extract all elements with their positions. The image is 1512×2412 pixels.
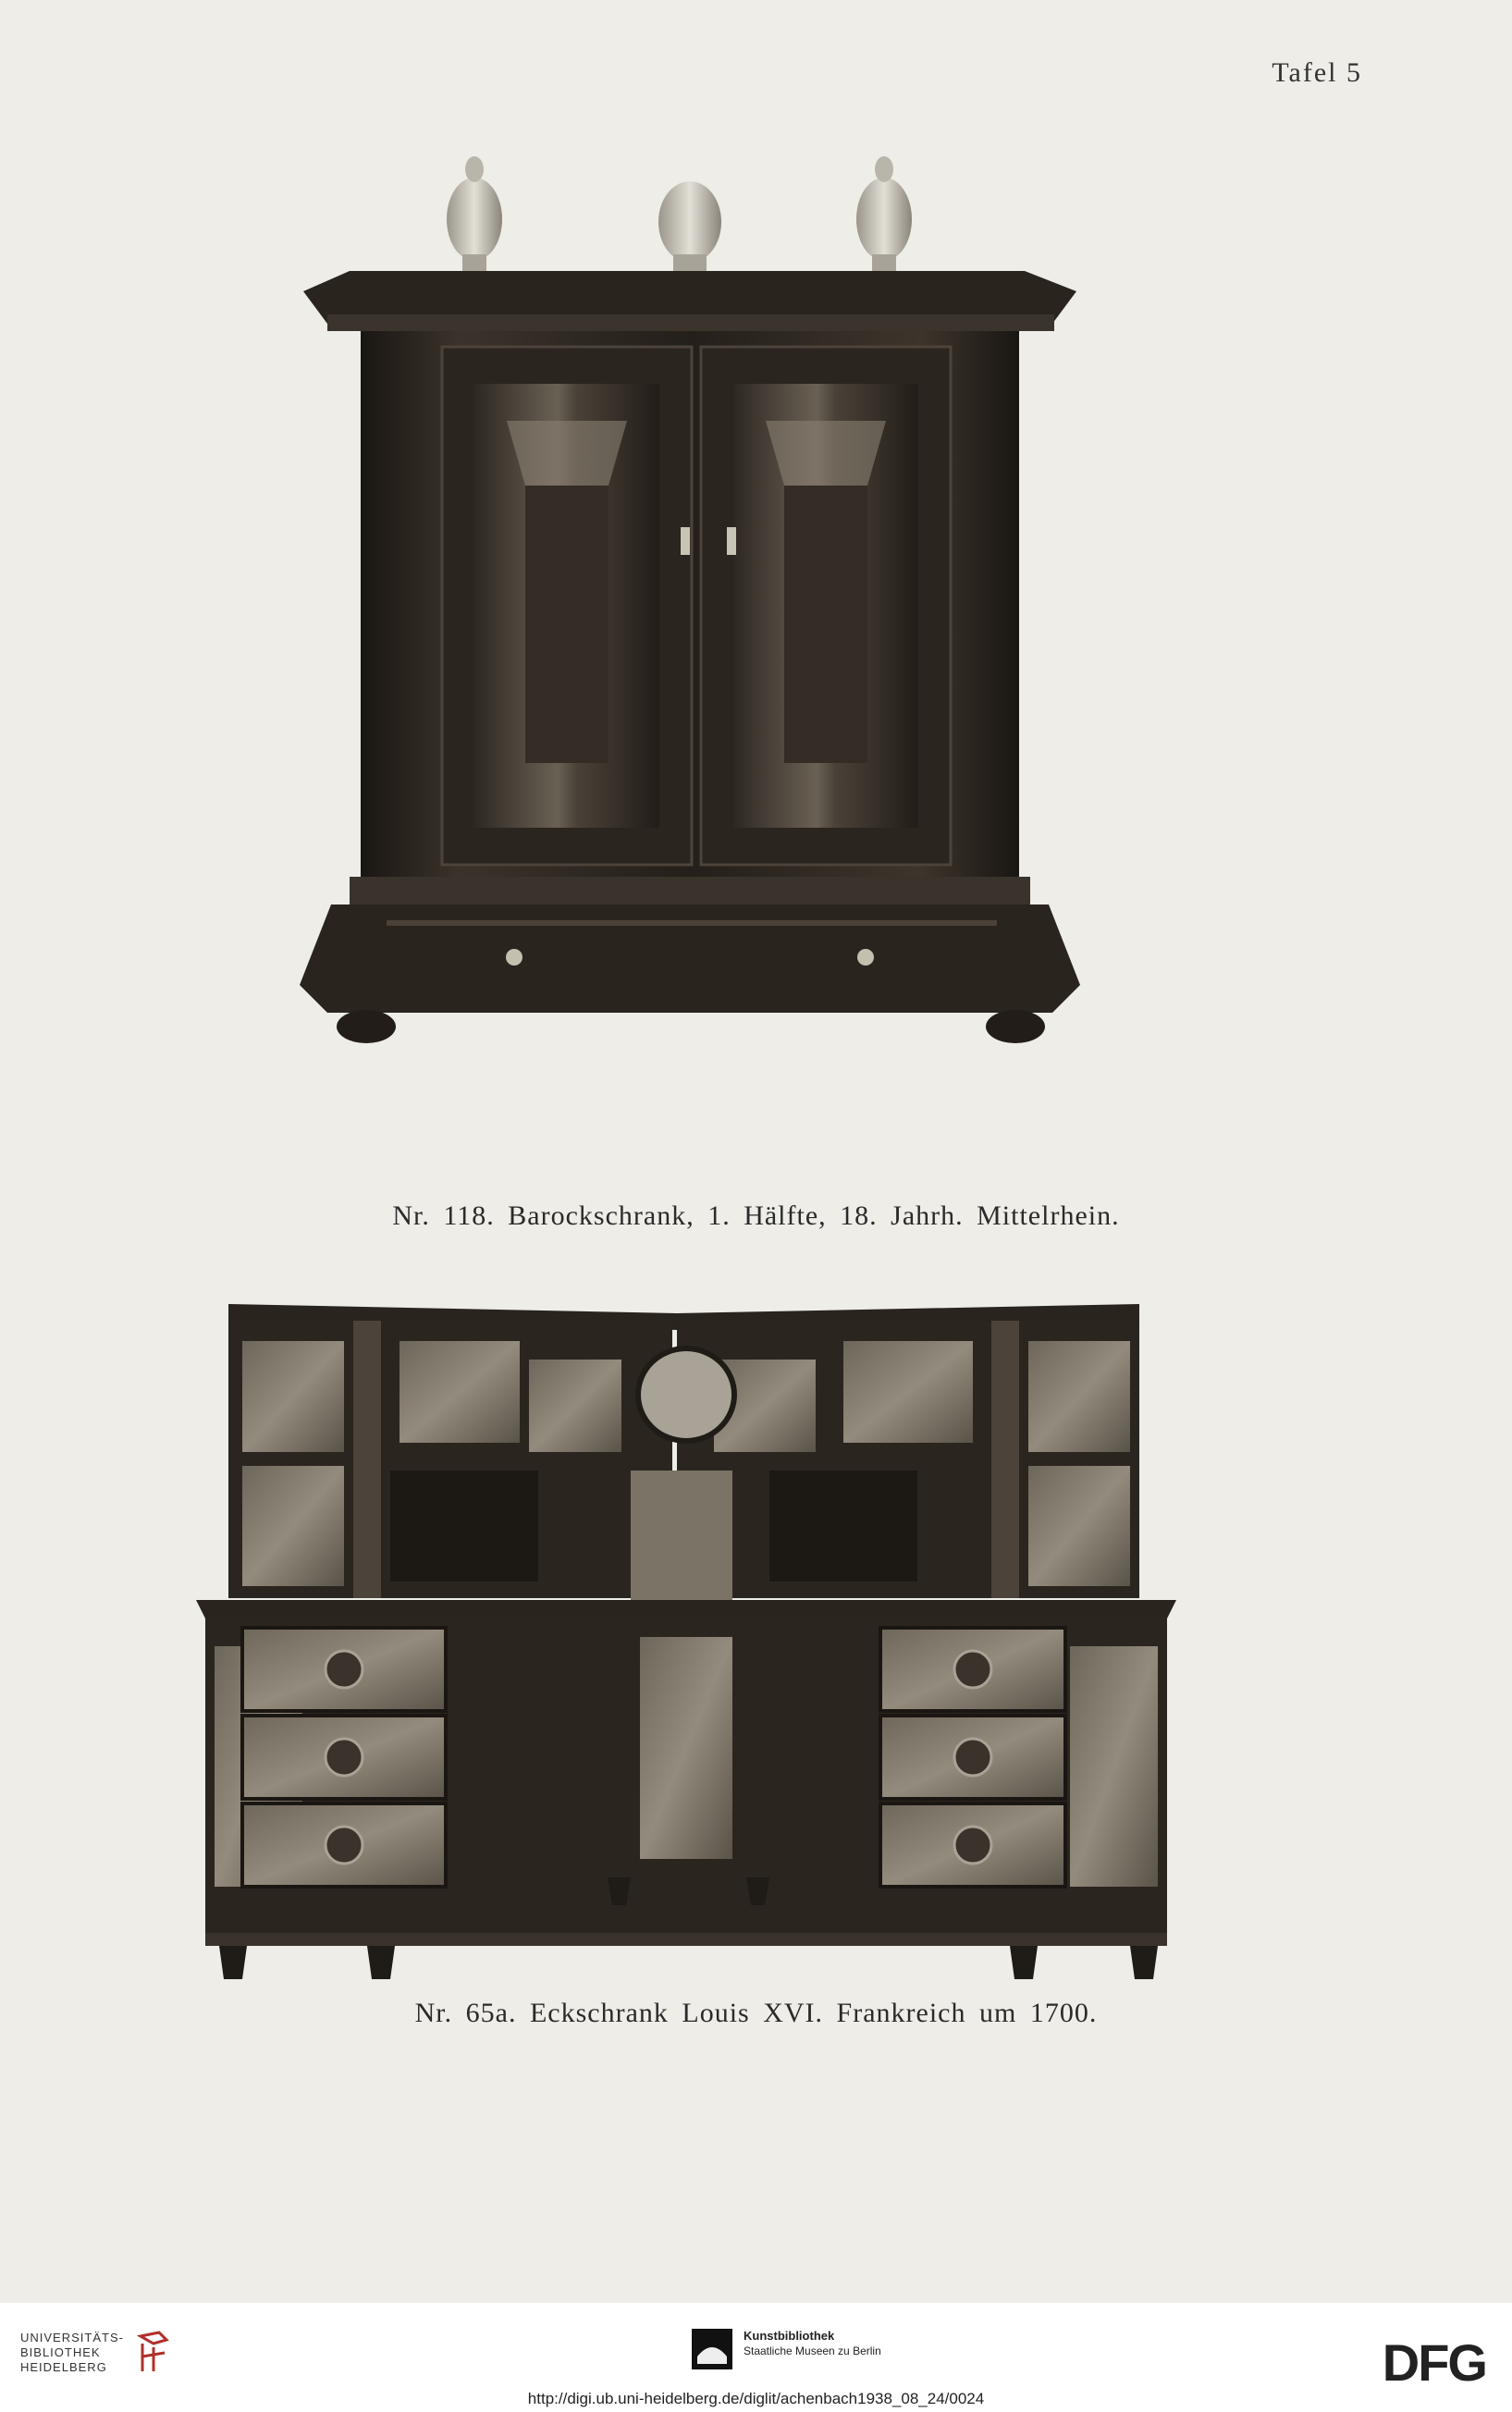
kunstbibliothek-mark-icon [692,2329,732,2369]
kunstbibliothek-subtitle: Staatliche Museen zu Berlin [744,2344,881,2357]
university-line-2: BIBLIOTHEK [20,2345,101,2359]
vase-center [658,181,721,271]
university-library-logo[interactable] [20,2331,174,2375]
source-url-link[interactable]: http://digi.ub.uni-heidelberg.de/diglit/achenbach1938_08_24/0024 [527,2390,985,2407]
vase-right [856,156,912,271]
university-line-1: UNIVERSITÄTS- [20,2331,124,2344]
university-line-3: HEIDELBERG [20,2360,107,2374]
kunstbibliothek-logo[interactable] [692,2329,881,2369]
baroque-wardrobe-photo [294,153,1086,1170]
university-seal-icon [133,2331,174,2375]
page-number: Tafel 5 [1272,57,1362,88]
kunstbibliothek-name: Kunstbibliothek [744,2329,835,2343]
dfg-logo[interactable]: DFG [1382,2333,1486,2392]
digitization-footer [0,2303,1512,2412]
figure-caption-2: Nr. 65a. Eckschrank Louis XVI. Frankreich um 1700. [414,1998,1098,2028]
corner-cabinet-photo [196,1304,1176,1988]
figure-caption-1: Nr. 118. Barockschrank, 1. Hälfte, 18. Jahrh. Mittelrhein. [392,1200,1120,1231]
vase-left [447,156,502,271]
